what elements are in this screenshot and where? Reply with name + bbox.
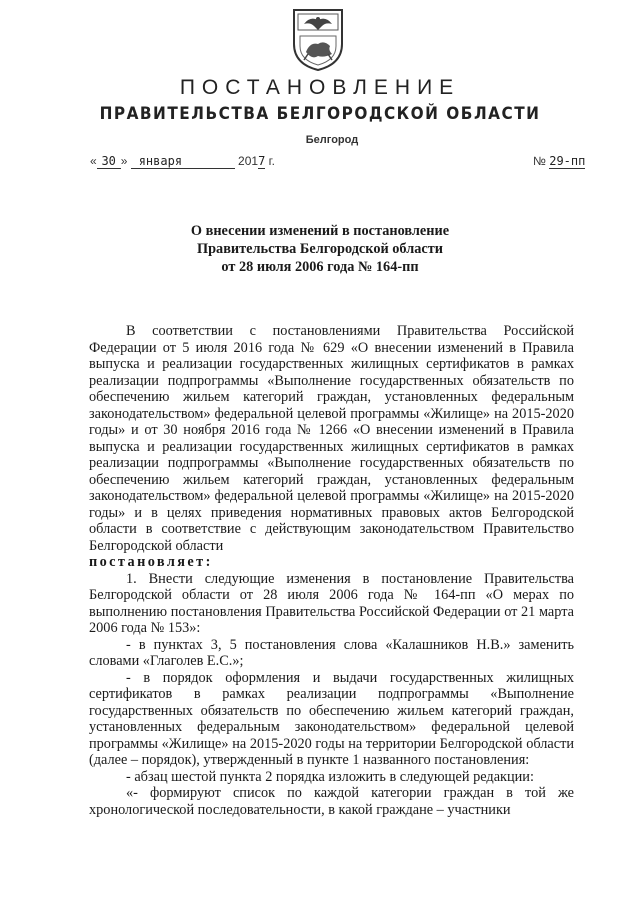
number-value: 29-пп [549, 154, 586, 168]
paragraph-new-wording: «- формируют список по каждой категории граждан в той же хронологической последовательности, в какой граждане – участники [89, 785, 574, 818]
paragraph-item-1: 1. Внести следующие изменения в постановление Правительства Белгородской области от 28 июля 2006 года № 164-пп «О мерах по выполнению постановления Правительства Российской Федерации от 21 марта 2006 года № 153»: [89, 570, 574, 636]
date-day: 30 [97, 154, 121, 169]
date-month: января [131, 154, 235, 169]
title-line: от 28 июля 2006 года № 164-пп [221, 259, 419, 275]
document-date: « 30 » января 2017 г. [90, 154, 275, 168]
document-type-heading: ПОСТАНОВЛЕНИЕ [179, 76, 461, 99]
city-name: Белгород [305, 134, 359, 146]
title-line: О внесении изменений в постановление [190, 223, 450, 239]
paragraph-abzac: - абзац шестой пункта 2 порядка изложить в следующей редакции: [126, 768, 534, 785]
issuing-authority-heading: ПРАВИТЕЛЬСТВА БЕЛГОРОДСКОЙ ОБЛАСТИ [99, 104, 541, 124]
number-label: № [533, 154, 546, 168]
date-year-prefix: 201 [238, 154, 259, 168]
document-title [0, 222, 640, 276]
title-line: Правительства Белгородской области [196, 241, 444, 257]
document-body [89, 323, 574, 818]
coat-of-arms-emblem [288, 6, 348, 72]
resolves-word: постановляет: [89, 554, 213, 570]
paragraph-procedure: - в порядок оформления и выдачи государственных жилищных сертификатов в рамках реализации подпрограммы «Выполнение государственных обязательств по обеспечению жильем категорий граждан, установленных федеральным законодательством» федеральной целевой программы «Жилище» на 2015-2020 годы на территории Белгородской области (далее – порядок), утвержденный в пункте 1 названного постановления: [89, 669, 574, 768]
paragraph-preamble: В соответствии с постановлениями Правительства Российской Федерации от 5 июля 2016 года № 629 «О внесении изменений в Правила выпуска и реализации государственных жилищных сертификатов в рамках реализации подпрограммы «Выполнение государственных обязательств по обеспечению жильем категорий граждан, установленных федеральным законодательством» федеральной целевой программы «Жилище» на 2015-2020 годы» и от 30 ноября 2016 года № 1266 «О внесении изменений в Правила выпуска и реализации государственных жилищных сертификатов в рамках реализации подпрограммы «Выполнение государственных обязательств по обеспечению жильем категорий граждан, установленных федеральным законодательством» федеральной целевой программы «Жилище» на 2015-2020 годы» и в целях приведения нормативных правовых актов Белгородской области в соответствие с действующим законодательством Правительство Белгородской области [89, 323, 574, 554]
date-year-suffix: 7 [258, 154, 266, 168]
paragraph-replace-name: - в пунктах 3, 5 постановления слова «Калашников Н.В.» заменить словами «Глаголев Е.С.»; [89, 636, 574, 669]
document-number [533, 154, 585, 169]
date-year-unit: г. [268, 154, 275, 168]
